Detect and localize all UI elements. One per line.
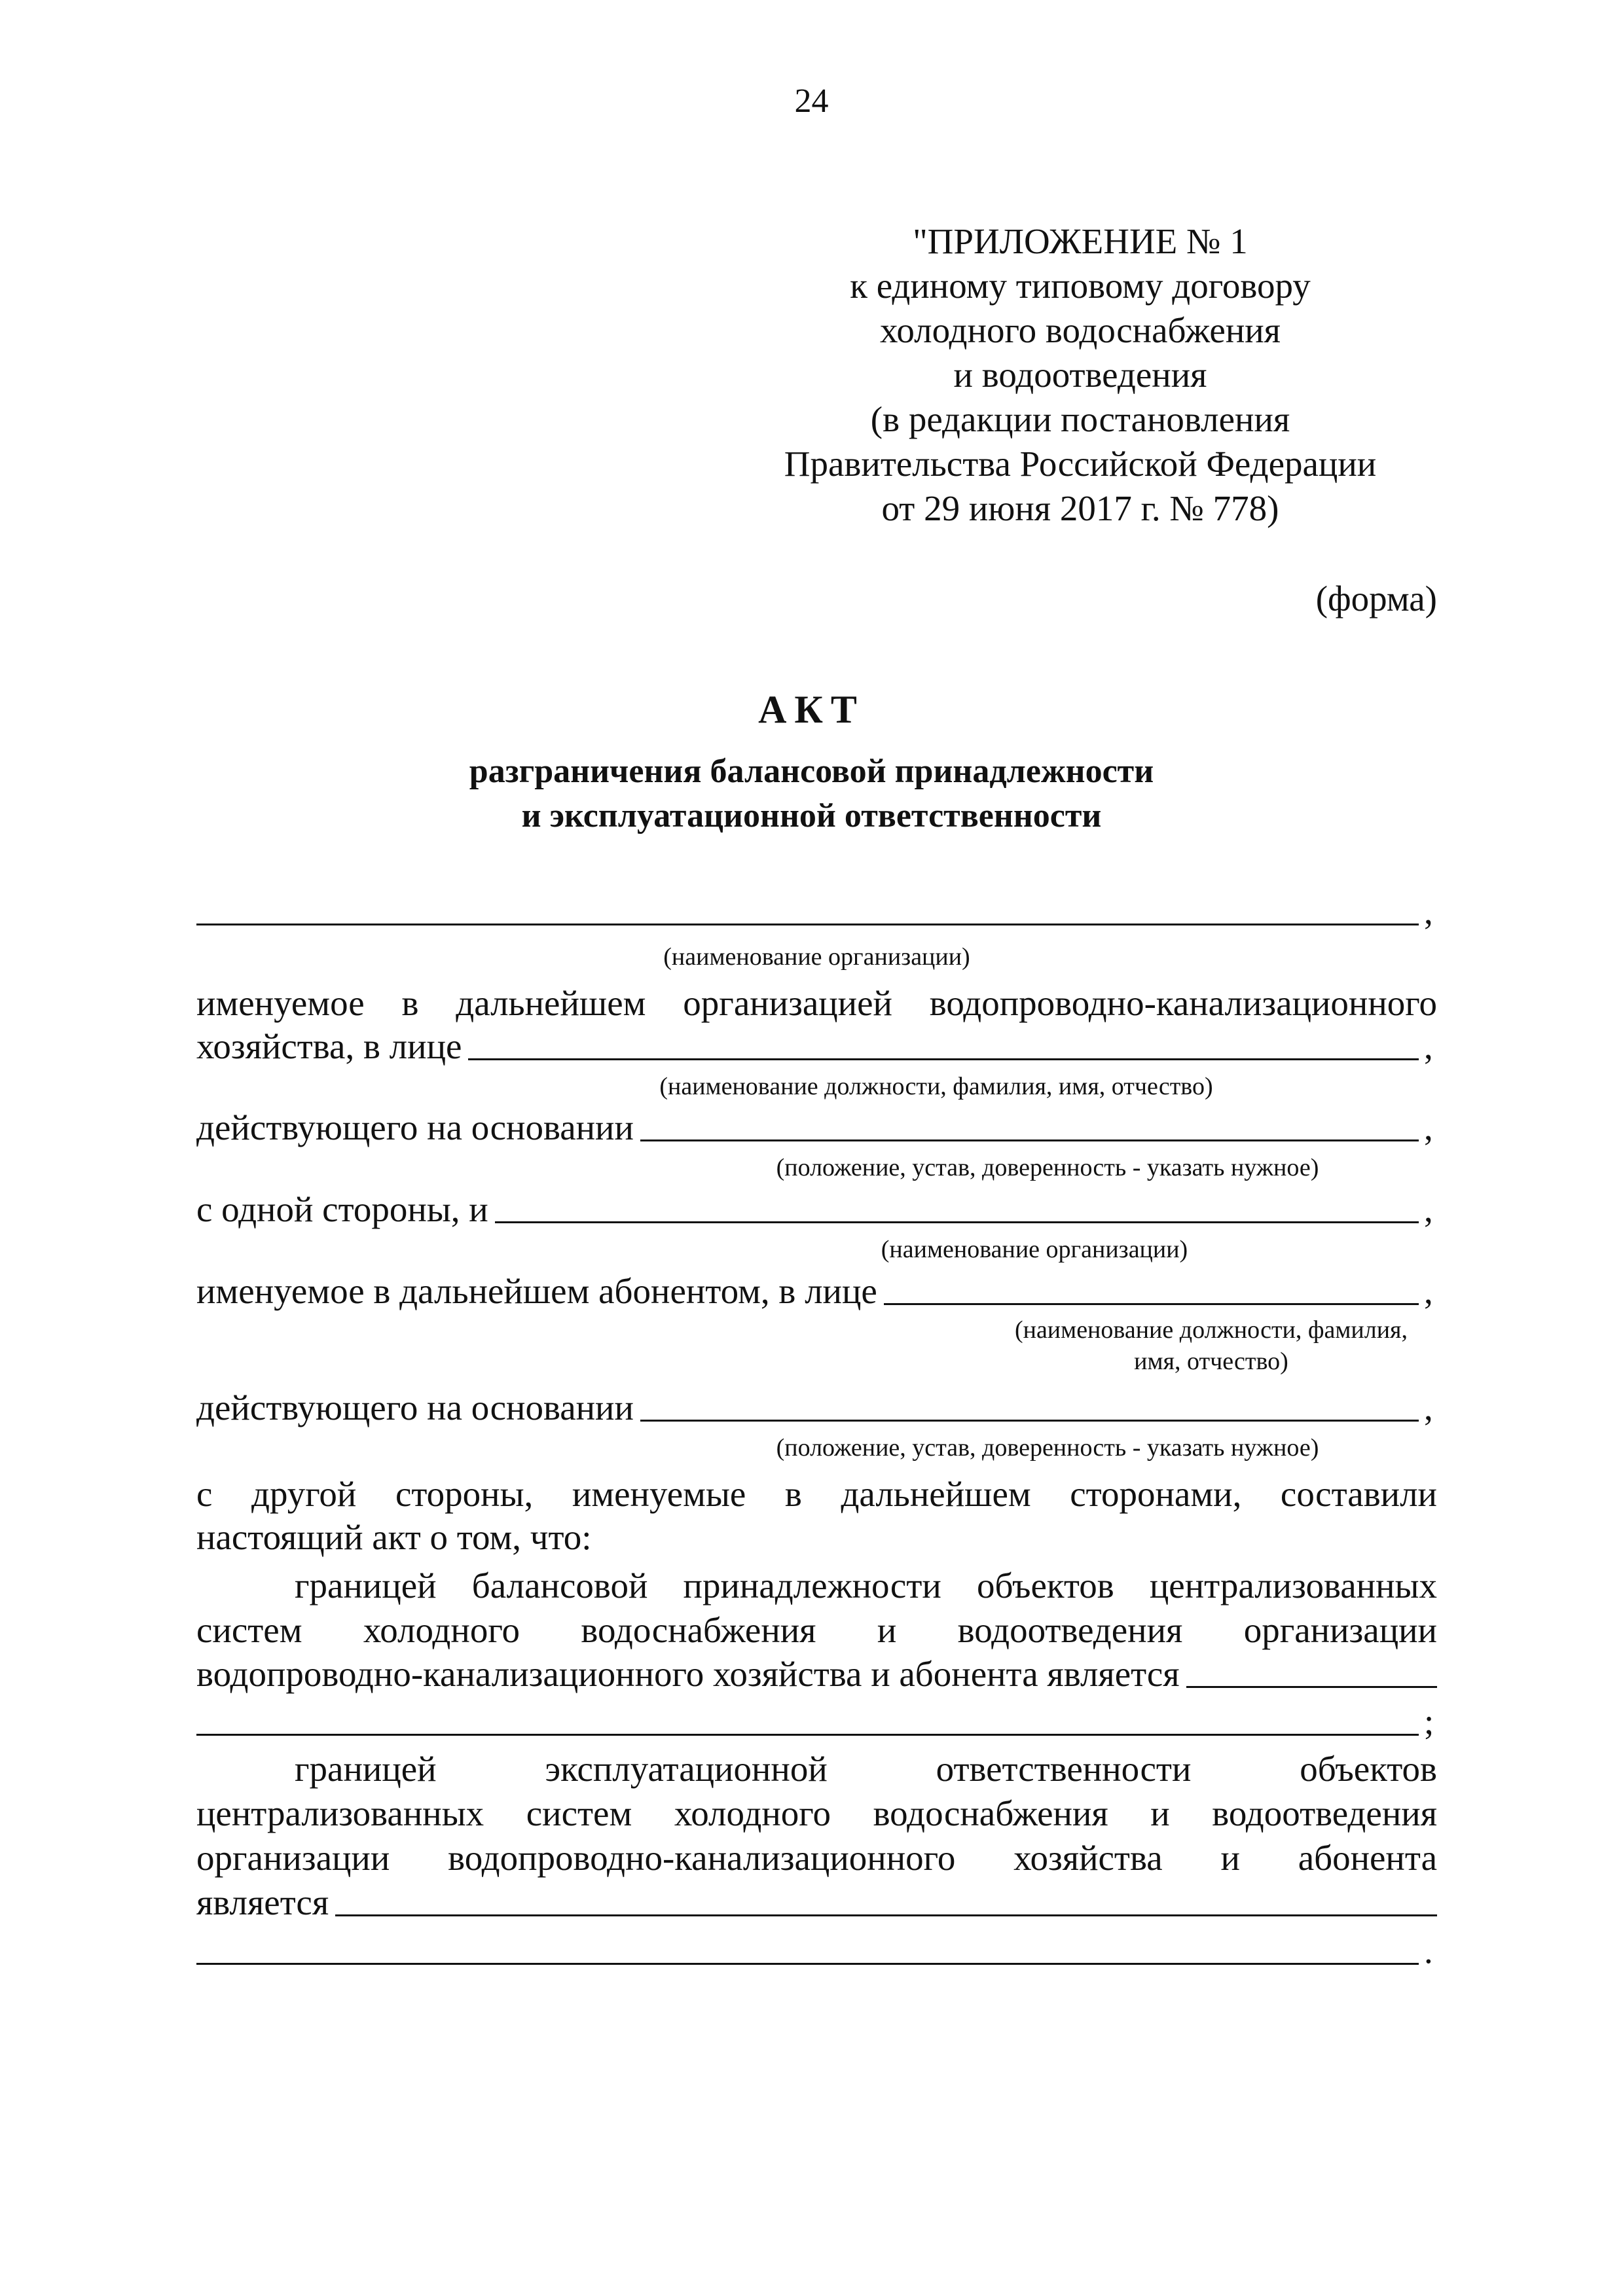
appendix-line: "ПРИЛОЖЕНИЕ № 1 (913, 221, 1248, 261)
text-line: действующего на основании (196, 1388, 634, 1427)
balance-boundary-field-2[interactable] (196, 1701, 1419, 1736)
caption-line: имя, отчество) (1134, 1348, 1288, 1375)
subtitle-line: и эксплуатационной ответственности (521, 797, 1102, 834)
comma: , (1424, 1271, 1433, 1311)
subscriber-basis-field[interactable] (640, 1387, 1419, 1422)
appendix-line: и водоотведения (953, 355, 1207, 395)
vkh-representative-row (196, 1025, 1437, 1068)
caption-line: (наименование должности, фамилия, (1014, 1316, 1408, 1344)
text-line: является (196, 1882, 329, 1922)
responsibility-boundary-row-2 (196, 1929, 1437, 1973)
text-line: водопроводно-канализационного хозяйства и абонента является (196, 1654, 1180, 1694)
subscriber-basis-row (196, 1386, 1437, 1429)
text-row (196, 1516, 1437, 1559)
balance-boundary-row (196, 1653, 1437, 1696)
responsibility-boundary-field[interactable] (335, 1882, 1437, 1916)
text-line: систем холодного водоснабжения и водоотведения организации (196, 1610, 1437, 1650)
appendix-header (753, 219, 1408, 531)
page-number: 24 (794, 82, 829, 120)
balance-boundary-row-2 (196, 1700, 1437, 1744)
vkh-basis-row (196, 1106, 1437, 1149)
document-title: АКТ (758, 688, 865, 731)
comma: , (1424, 1107, 1433, 1147)
caption-basis: (положение, устав, доверенность - указать нужное) (776, 1154, 1319, 1181)
subscriber-representative-row (196, 1270, 1437, 1313)
comma: , (1424, 1388, 1433, 1427)
text-line: с другой стороны, именуемые в дальнейшем сторонами, составили (196, 1474, 1437, 1514)
appendix-line: холодного водоснабжения (880, 310, 1281, 350)
appendix-line: от 29 июня 2017 г. № 778) (881, 488, 1279, 528)
period: . (1424, 1931, 1433, 1971)
appendix-line: (в редакции постановления (870, 399, 1290, 439)
appendix-line: Правительства Российской Федерации (784, 444, 1377, 484)
vkh-representative-field[interactable] (468, 1026, 1419, 1060)
text-line: границей балансовой принадлежности объектов централизованных (295, 1566, 1437, 1605)
text-line: именуемое в дальнейшем абонентом, в лице (196, 1271, 877, 1311)
subscriber-org-field[interactable] (495, 1189, 1419, 1223)
text-line: централизованных систем холодного водоснабжения и водоотведения (196, 1793, 1437, 1833)
responsibility-boundary-row (196, 1881, 1437, 1924)
form-label: (форма) (1315, 579, 1437, 619)
caption-position-name (949, 1314, 1473, 1377)
subscriber-representative-field[interactable] (884, 1270, 1419, 1305)
caption-position-name: (наименование должности, фамилия, имя, отчество) (659, 1073, 1213, 1100)
text-line: границей эксплуатационной ответственности объектов (295, 1749, 1437, 1789)
text-line: с одной стороны, и (196, 1189, 488, 1229)
subscriber-org-row (196, 1188, 1437, 1231)
org-name-field[interactable] (196, 891, 1419, 925)
caption-org-name: (наименование организации) (663, 943, 970, 971)
comma: , (1424, 891, 1433, 931)
caption-basis: (положение, устав, доверенность - указать нужное) (776, 1434, 1319, 1462)
balance-boundary-field[interactable] (1186, 1653, 1437, 1688)
vkh-basis-field[interactable] (640, 1107, 1419, 1141)
appendix-line: к единому типовому договору (850, 266, 1311, 306)
text-line: настоящий акт о том, что: (196, 1517, 592, 1557)
comma: , (1424, 1189, 1433, 1229)
semicolon: ; (1424, 1702, 1434, 1742)
caption-org-name: (наименование организации) (881, 1236, 1188, 1263)
subtitle-line: разграничения балансовой принадлежности (469, 753, 1154, 790)
responsibility-boundary-field-2[interactable] (196, 1930, 1419, 1965)
text-line: именуемое в дальнейшем организацией водопроводно-канализационного (196, 983, 1437, 1023)
text-line: организации водопроводно-канализационного хозяйства и абонента (196, 1838, 1437, 1878)
document-subtitle (0, 749, 1623, 838)
text-line: действующего на основании (196, 1107, 634, 1147)
comma: , (1424, 1026, 1433, 1066)
org-name-row (196, 890, 1437, 933)
text-line: хозяйства, в лице (196, 1026, 462, 1066)
